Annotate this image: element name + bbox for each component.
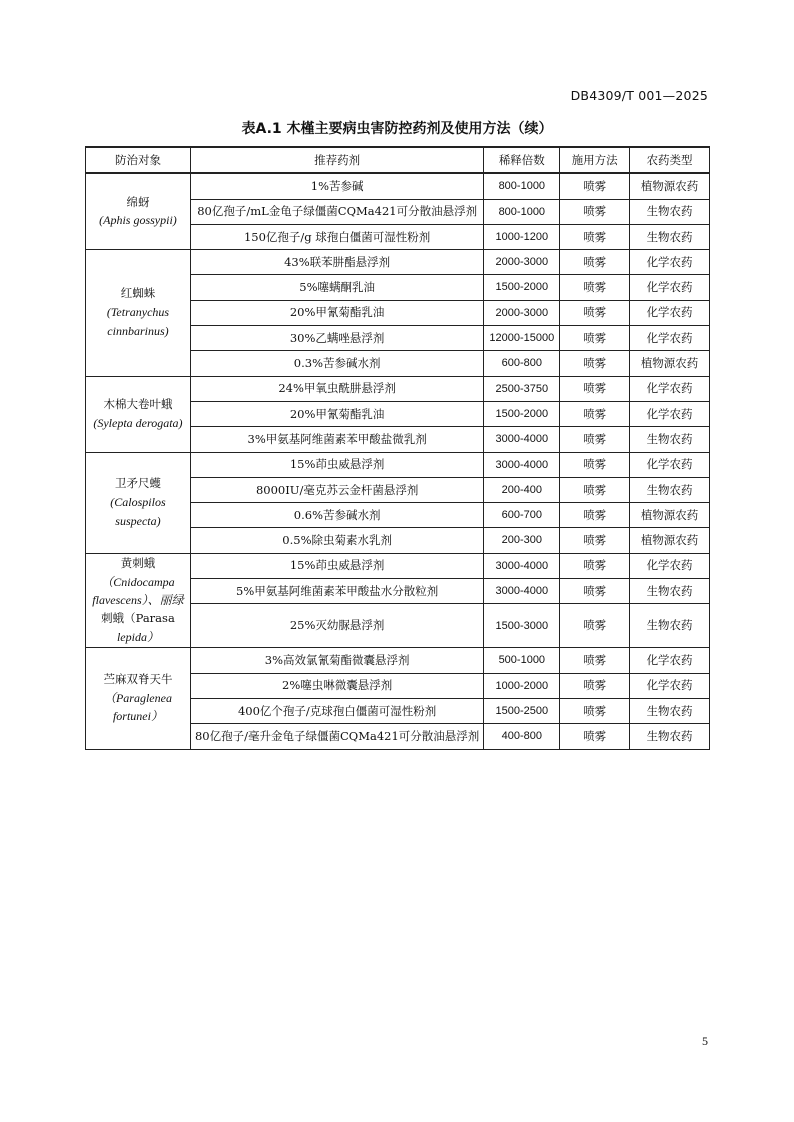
agent-cell: 20%甲氰菊酯乳油 bbox=[190, 401, 483, 426]
dilution-cell: 600-700 bbox=[484, 503, 560, 528]
pest-target-cell bbox=[86, 250, 191, 376]
pest-name-line: (Tetranychus bbox=[106, 305, 170, 320]
pesticide-type-cell: 化学农药 bbox=[630, 452, 710, 477]
pest-name-line: 刺蛾（Parasa bbox=[101, 610, 175, 625]
dilution-cell: 1500-2000 bbox=[484, 275, 560, 300]
pest-target-cell bbox=[86, 376, 191, 452]
dilution-cell: 1000-2000 bbox=[484, 673, 560, 698]
table-body bbox=[86, 173, 710, 749]
method-cell: 喷雾 bbox=[560, 673, 630, 698]
method-cell: 喷雾 bbox=[560, 604, 630, 648]
pest-name-line: 红蜘蛛 bbox=[120, 286, 156, 301]
table-row bbox=[86, 452, 710, 477]
pesticide-type-cell: 生物农药 bbox=[630, 224, 710, 249]
pesticide-type-cell: 化学农药 bbox=[630, 648, 710, 673]
agent-cell: 43%联苯肼酯悬浮剂 bbox=[190, 250, 483, 275]
pest-name-line: 绵蚜 bbox=[126, 194, 150, 209]
table-row bbox=[86, 648, 710, 673]
dilution-cell: 500-1000 bbox=[484, 648, 560, 673]
agent-cell: 2%噻虫啉微囊悬浮剂 bbox=[190, 673, 483, 698]
dilution-cell: 2500-3750 bbox=[484, 376, 560, 401]
pest-name-line: （Paraglenea bbox=[103, 690, 172, 705]
pesticide-type-cell: 植物源农药 bbox=[630, 503, 710, 528]
dilution-cell: 12000-15000 bbox=[484, 326, 560, 351]
pesticide-type-cell: 植物源农药 bbox=[630, 173, 710, 199]
pest-name-line: (Sylepta derogata) bbox=[93, 415, 183, 430]
dilution-cell: 2000-3000 bbox=[484, 300, 560, 325]
method-cell: 喷雾 bbox=[560, 698, 630, 723]
pesticide-type-cell: 化学农药 bbox=[630, 553, 710, 578]
table-row bbox=[86, 173, 710, 199]
dilution-cell: 200-300 bbox=[484, 528, 560, 553]
dilution-cell: 3000-4000 bbox=[484, 579, 560, 604]
document-code: DB4309/T 001—2025 bbox=[570, 88, 708, 103]
pesticide-type-cell: 生物农药 bbox=[630, 604, 710, 648]
pest-name-line: lepida） bbox=[116, 629, 159, 644]
dilution-cell: 3000-4000 bbox=[484, 452, 560, 477]
pesticide-type-cell: 化学农药 bbox=[630, 326, 710, 351]
dilution-cell: 800-1000 bbox=[484, 173, 560, 199]
dilution-cell: 200-400 bbox=[484, 477, 560, 502]
pesticide-type-cell: 生物农药 bbox=[630, 724, 710, 749]
column-header: 农药类型 bbox=[630, 147, 710, 173]
dilution-cell: 600-800 bbox=[484, 351, 560, 376]
method-cell: 喷雾 bbox=[560, 579, 630, 604]
dilution-cell: 3000-4000 bbox=[484, 553, 560, 578]
pest-name-line: fortunei） bbox=[112, 709, 163, 724]
method-cell: 喷雾 bbox=[560, 275, 630, 300]
table-title: 表A.1 木槿主要病虫害防控药剂及使用方法（续） bbox=[241, 121, 553, 137]
agent-cell: 80亿孢子/毫升金龟子绿僵菌CQMa421可分散油悬浮剂 bbox=[190, 724, 483, 749]
table-row bbox=[86, 376, 710, 401]
agent-cell: 5%甲氨基阿维菌素苯甲酸盐水分散粒剂 bbox=[190, 579, 483, 604]
method-cell: 喷雾 bbox=[560, 528, 630, 553]
method-cell: 喷雾 bbox=[560, 401, 630, 426]
method-cell: 喷雾 bbox=[560, 427, 630, 452]
column-header: 推荐药剂 bbox=[190, 147, 483, 173]
agent-cell: 15%茚虫威悬浮剂 bbox=[190, 553, 483, 578]
dilution-cell: 400-800 bbox=[484, 724, 560, 749]
dilution-cell: 2000-3000 bbox=[484, 250, 560, 275]
method-cell: 喷雾 bbox=[560, 376, 630, 401]
agent-cell: 3%甲氨基阿维菌素苯甲酸盐微乳剂 bbox=[190, 427, 483, 452]
pest-target-cell bbox=[86, 452, 191, 553]
pest-name-line: (Aphis gossypii) bbox=[99, 213, 177, 228]
pesticide-type-cell: 生物农药 bbox=[630, 698, 710, 723]
method-cell: 喷雾 bbox=[560, 224, 630, 249]
pest-target-cell bbox=[86, 553, 191, 648]
pest-name-line: 苎麻双脊天牛 bbox=[103, 671, 173, 686]
agent-cell: 15%茚虫威悬浮剂 bbox=[190, 452, 483, 477]
method-cell: 喷雾 bbox=[560, 300, 630, 325]
agent-cell: 400亿个孢子/克球孢白僵菌可湿性粉剂 bbox=[190, 698, 483, 723]
method-cell: 喷雾 bbox=[560, 724, 630, 749]
pesticide-type-cell: 化学农药 bbox=[630, 673, 710, 698]
page-number: 5 bbox=[702, 1034, 708, 1048]
pest-name-line: 卫矛尺蠖 bbox=[114, 476, 161, 491]
pest-name-line: （Cnidocampa bbox=[101, 574, 175, 589]
agent-cell: 0.5%除虫菊素水乳剂 bbox=[190, 528, 483, 553]
method-cell: 喷雾 bbox=[560, 452, 630, 477]
agent-cell: 8000IU/毫克苏云金杆菌悬浮剂 bbox=[190, 477, 483, 502]
method-cell: 喷雾 bbox=[560, 477, 630, 502]
pest-name-line: 木棉大卷叶蛾 bbox=[103, 396, 173, 411]
agent-cell: 150亿孢子/g 球孢白僵菌可湿性粉剂 bbox=[190, 224, 483, 249]
pesticide-type-cell: 化学农药 bbox=[630, 401, 710, 426]
pest-name-line: suspecta) bbox=[115, 513, 161, 528]
pest-name-line: (Calospilos bbox=[110, 494, 166, 509]
agent-cell: 30%乙螨唑悬浮剂 bbox=[190, 326, 483, 351]
agent-cell: 80亿孢子/mL金龟子绿僵菌CQMa421可分散油悬浮剂 bbox=[190, 199, 483, 224]
pesticide-type-cell: 化学农药 bbox=[630, 376, 710, 401]
pesticide-table bbox=[85, 146, 710, 750]
agent-cell: 5%噻螨酮乳油 bbox=[190, 275, 483, 300]
agent-cell: 0.3%苦参碱水剂 bbox=[190, 351, 483, 376]
table-row bbox=[86, 250, 710, 275]
agent-cell: 20%甲氰菊酯乳油 bbox=[190, 300, 483, 325]
agent-cell: 1%苦参碱 bbox=[190, 173, 483, 199]
pest-target-cell bbox=[86, 173, 191, 249]
agent-cell: 3%高效氯氰菊酯微囊悬浮剂 bbox=[190, 648, 483, 673]
method-cell: 喷雾 bbox=[560, 173, 630, 199]
dilution-cell: 800-1000 bbox=[484, 199, 560, 224]
pesticide-type-cell: 生物农药 bbox=[630, 579, 710, 604]
pesticide-type-cell: 植物源农药 bbox=[630, 528, 710, 553]
dilution-cell: 1500-2500 bbox=[484, 698, 560, 723]
pesticide-type-cell: 生物农药 bbox=[630, 427, 710, 452]
pesticide-type-cell: 生物农药 bbox=[630, 477, 710, 502]
method-cell: 喷雾 bbox=[560, 503, 630, 528]
pesticide-type-cell: 植物源农药 bbox=[630, 351, 710, 376]
pesticide-type-cell: 化学农药 bbox=[630, 250, 710, 275]
dilution-cell: 3000-4000 bbox=[484, 427, 560, 452]
dilution-cell: 1000-1200 bbox=[484, 224, 560, 249]
table-header-row bbox=[86, 147, 710, 173]
table-row bbox=[86, 553, 710, 578]
method-cell: 喷雾 bbox=[560, 553, 630, 578]
pesticide-type-cell: 生物农药 bbox=[630, 199, 710, 224]
method-cell: 喷雾 bbox=[560, 199, 630, 224]
pesticide-type-cell: 化学农药 bbox=[630, 300, 710, 325]
method-cell: 喷雾 bbox=[560, 326, 630, 351]
column-header: 稀释倍数 bbox=[484, 147, 560, 173]
agent-cell: 24%甲氧虫酰肼悬浮剂 bbox=[190, 376, 483, 401]
column-header: 防治对象 bbox=[86, 147, 191, 173]
agent-cell: 25%灭幼脲悬浮剂 bbox=[190, 604, 483, 648]
pest-target-cell bbox=[86, 648, 191, 749]
method-cell: 喷雾 bbox=[560, 648, 630, 673]
pest-name-line: 黄刺蛾 bbox=[120, 555, 156, 570]
method-cell: 喷雾 bbox=[560, 351, 630, 376]
pesticide-type-cell: 化学农药 bbox=[630, 275, 710, 300]
pest-name-line: flavescens）、丽绿 bbox=[92, 593, 184, 608]
dilution-cell: 1500-3000 bbox=[484, 604, 560, 648]
method-cell: 喷雾 bbox=[560, 250, 630, 275]
agent-cell: 0.6%苦参碱水剂 bbox=[190, 503, 483, 528]
dilution-cell: 1500-2000 bbox=[484, 401, 560, 426]
column-header: 施用方法 bbox=[560, 147, 630, 173]
pest-name-line: cinnbarinus) bbox=[107, 323, 169, 338]
